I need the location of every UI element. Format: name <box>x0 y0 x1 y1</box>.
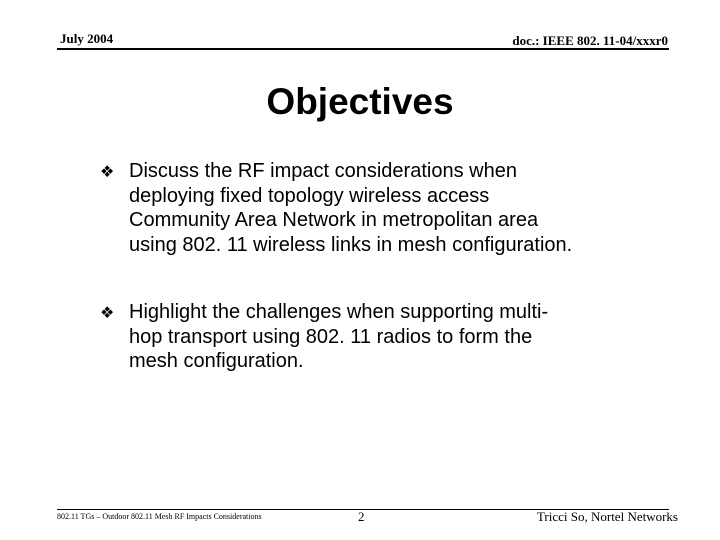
bullet-list <box>100 159 690 417</box>
header-doc-id: doc.: IEEE 802. 11-04/xxxr0 <box>512 33 668 48</box>
bullet-text-line: Community Area Network in metropolitan area <box>129 209 539 231</box>
diamond-bullet-icon: ❖ <box>100 162 115 181</box>
bullet-text-line: Discuss the RF impact considerations when <box>129 160 517 182</box>
header-date: July 2004 <box>60 31 114 46</box>
bullet-text-line: hop transport using 802. 11 radios to form the <box>129 325 533 348</box>
bullet-text-line: mesh configuration. <box>129 350 304 372</box>
diamond-bullet-icon: ❖ <box>100 303 115 322</box>
header-divider <box>57 48 669 50</box>
page-number: 2 <box>358 509 365 524</box>
slide-title: Objectives <box>266 81 454 122</box>
bullet-text-line: Highlight the challenges when supporting multi- <box>129 301 549 323</box>
bullet-item <box>100 300 690 374</box>
footer-doc-title: 802.11 TGs – Outdoor 802.11 Mesh RF Impacts Considerations <box>57 512 262 521</box>
bullet-item <box>100 159 690 257</box>
bullet-text-line: deploying fixed topology wireless access <box>129 184 490 207</box>
footer-author: Tricci So, Nortel Networks <box>536 509 678 524</box>
bullet-text-line: using 802. 11 wireless links in mesh configuration. <box>129 233 573 256</box>
